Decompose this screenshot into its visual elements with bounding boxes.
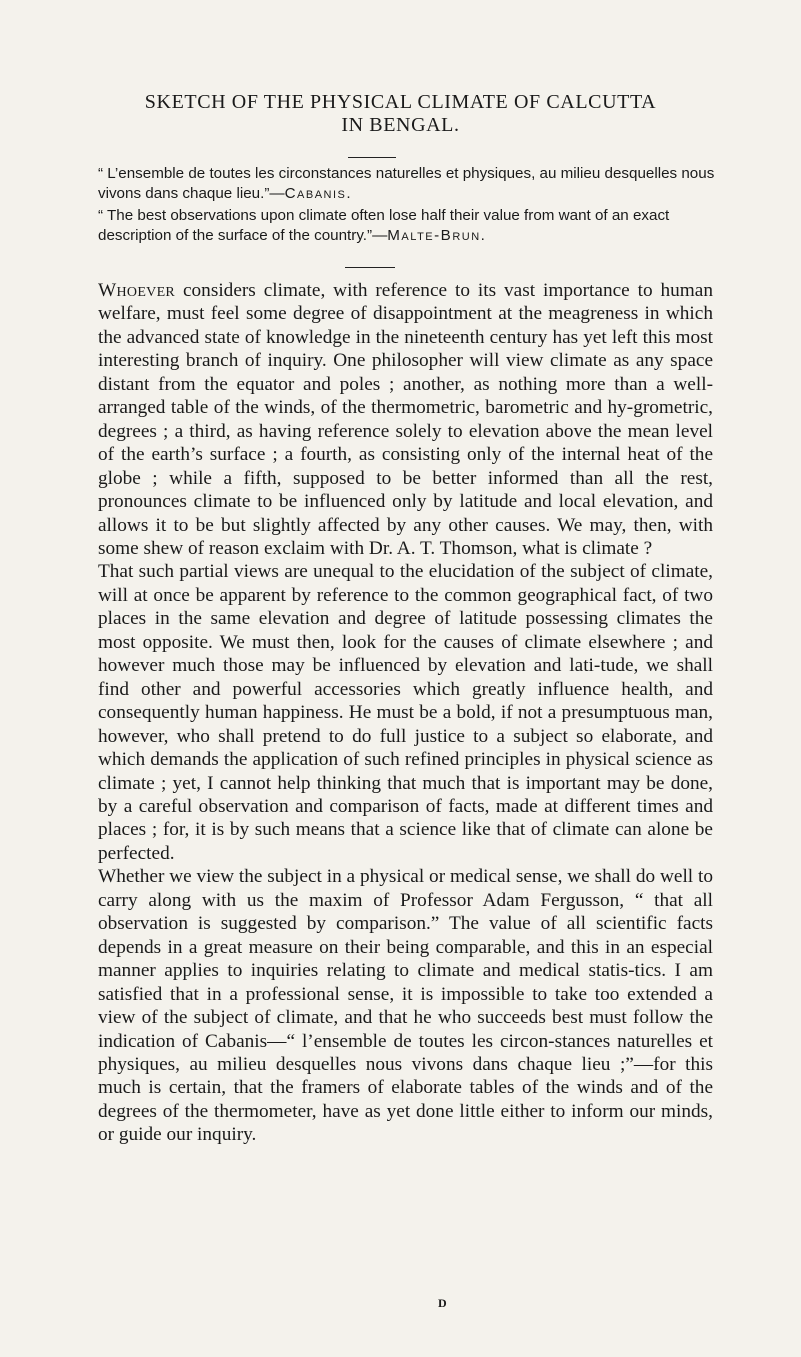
lead-word: Whoever <box>98 280 176 301</box>
epigraph-attribution: Malte-Brun. <box>387 227 487 244</box>
epigraph-text: “ L’ensemble de toutes les circonstances naturelles et physiques, au milieu desquelles nous vivons dans chaque lieu.”— <box>98 165 715 202</box>
divider-top <box>348 157 396 158</box>
epigraph-attribution: Cabanis. <box>284 185 353 202</box>
page-subtitle: IN BENGAL. <box>341 114 460 136</box>
divider-bottom <box>345 267 395 268</box>
epigraph-malte-brun <box>98 206 718 246</box>
paragraph-3: Whether we view the subject in a physical or medical sense, we shall do well to carry along with us the maxim of Professor Adam Fergusson, “ that all observation is suggested by comparison.” The value of all scientific facts depends in a great measure on their being comparable, and this in an especial manner applies to inquiries relating to climate and medical statis-tics. I am satisfied that in a professional sense, it is impossible to take too extended a view of the subject of climate, and that he who succeeds best must follow the indication of Cabanis—“ l’ensemble de toutes les circon-stances naturelles et physiques, au milieu desquelles nous vivons dans chaque lieu ;”—for this much is certain, that the framers of elaborate tables of the winds and of the degrees of the thermometer, have as yet done little either to inform our minds, or guide our inquiry. <box>98 866 713 1146</box>
body-text <box>98 279 713 1147</box>
page-title: SKETCH OF THE PHYSICAL CLIMATE OF CALCUTTA <box>144 91 657 113</box>
epigraph-text: “ The best observations upon climate often lose half their value from want of an exact description of the surface of the country.”— <box>98 207 670 244</box>
signature-mark: D <box>438 1296 447 1310</box>
epigraph-cabanis <box>98 164 718 204</box>
paragraph-2: That such partial views are unequal to the elucidation of the subject of climate, will at once be apparent by reference to the common geographical fact, of two places in the same elevation and degree of latitude possessing climates the most opposite. We must then, look for the causes of climate elsewhere ; and however much those may be influenced by elevation and lati-tude, we shall find other and powerful accessories which greatly influence health, and consequently human happiness. He must be a bold, if not a presumptuous man, however, who shall pretend to do full justice to a subject so elaborate, and which demands the application of such refined principles in physical science as climate ; yet, I cannot help thinking that much that is important may be done, by a careful observation and comparison of facts, made at different times and places ; for, it is by such means that a science like that of climate can alone be perfected. <box>98 561 713 864</box>
paragraph-1-text: considers climate, with reference to its vast importance to human welfare, must feel some degree of disappointment at the meagreness in which the advanced state of knowledge in the nineteenth century has yet left this most interesting branch of inquiry. One philosopher will view climate as any space distant from the equator and poles ; another, as nothing more than a well-arranged table of the winds, of the thermometric, barometric and hy-grometric, degrees ; a third, as having reference solely to elevation above the mean level of the earth’s surface ; a fourth, as consisting only of the internal heat of the globe ; while a fifth, supposed to be better informed than all the rest, pronounces climate to be influenced only by latitude and local elevation, and allows it to be but slightly affected by any other causes. We may, then, with some shew of reason exclaim with Dr. A. T. Thomson, what is climate ? <box>98 280 713 559</box>
paragraph-1 <box>98 279 713 560</box>
